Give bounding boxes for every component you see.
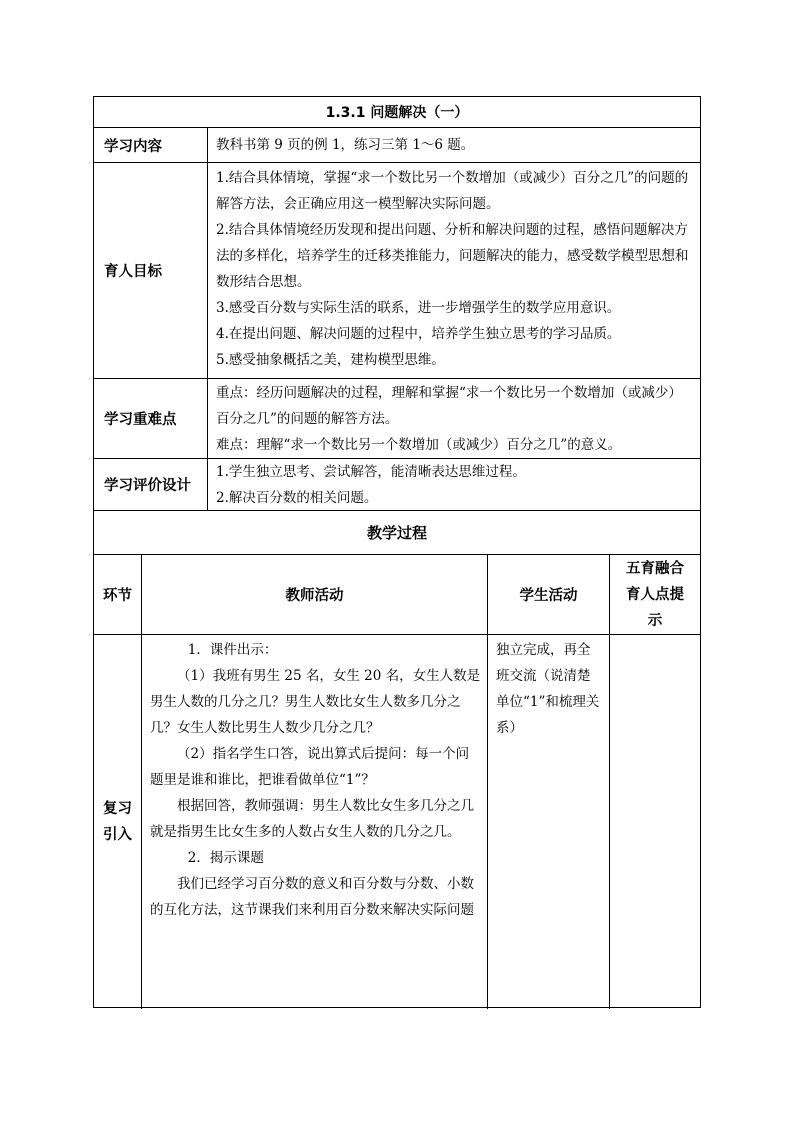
key-points-label: 学习重难点 <box>94 379 208 458</box>
lesson-plan-table <box>93 96 701 1008</box>
goal-item: 5.感受抽象概括之美，建构模型思维。 <box>216 352 445 368</box>
key-point-item: 重点：经历问题解决的过程，理解和掌握“求一个数比另一个数增加（或减少）百分之几”的问题的解答方法。 <box>216 385 682 427</box>
teacher-step: 我们已经学习百分数的意义和百分数与分数、小数的互化方法，这节课我们来利用百分数来解决实际问题 <box>150 876 474 918</box>
evaluation-text <box>208 459 700 510</box>
evaluation-row <box>94 459 700 511</box>
header-student: 学生活动 <box>488 555 610 634</box>
header-stage: 环节 <box>94 555 142 634</box>
goal-item: 4.在提出问题、解决问题的过程中，培养学生独立思考的学习品质。 <box>216 326 621 342</box>
teacher-activity <box>142 635 488 1009</box>
content-row <box>94 128 700 163</box>
process-title: 教学过程 <box>366 524 427 542</box>
five-edu-note <box>610 635 700 1009</box>
header-teacher: 教师活动 <box>142 555 488 634</box>
lesson-title: 1.3.1 问题解决（一） <box>325 105 469 121</box>
title-row <box>94 97 700 128</box>
content-text: 教科书第 9 页的例 1，练习三第 1～6 题。 <box>216 137 475 153</box>
goal-item: 3.感受百分数与实际生活的联系，进一步增强学生的数学应用意识。 <box>216 300 621 316</box>
key-points-text <box>208 379 700 458</box>
stage-name: 复习引入 <box>94 635 142 1009</box>
key-points-row <box>94 379 700 459</box>
teacher-step: 根据回答，教师强调：男生人数比女生多几分之几就是指男生比女生多的人数占女生人数的几分之几。 <box>150 798 474 840</box>
header-five: 五育融合育人点提示 <box>626 560 684 629</box>
goals-text <box>208 163 700 378</box>
content-label: 学习内容 <box>94 128 208 162</box>
evaluation-item: 1.学生独立思考、尝试解答，能清晰表达思维过程。 <box>216 464 526 480</box>
teacher-step: （2）指名学生口答，说出算式后提问：每一个问题里是谁和谁比，把谁看做单位“1”？ <box>150 746 470 788</box>
process-title-row <box>94 511 700 555</box>
student-activity: 独立完成，再全班交流（说清楚单位“1”和梳理关系） <box>488 635 610 1009</box>
goals-row <box>94 163 700 379</box>
difficulty-item: 难点：理解“求一个数比另一个数增加（或减少）百分之几”的意义。 <box>216 437 622 453</box>
evaluation-item: 2.解决百分数的相关问题。 <box>216 490 378 506</box>
evaluation-label: 学习评价设计 <box>94 459 208 510</box>
goals-label: 育人目标 <box>94 163 208 378</box>
teacher-step: 2．揭示课题 <box>187 850 264 866</box>
process-header-row <box>94 555 700 635</box>
goal-item: 2.结合具体情境经历发现和提出问题、分析和解决问题的过程，感悟问题解决方法的多样化，培养学生的迁移类推能力，问题解决的能力，感受数学模型思想和数形结合思想。 <box>216 222 689 290</box>
goal-item: 1.结合具体情境，掌握“求一个数比另一个数增加（或减少）百分之几”的问题的解答方法，会正确应用这一模型解决实际问题。 <box>216 170 689 212</box>
stage-row <box>94 635 700 1009</box>
teacher-step: 1．课件出示： <box>187 642 278 658</box>
teacher-step: （1）我班有男生 25 名，女生 20 名，女生人数是男生人数的几分之几？男生人数比女生人数多几分之几？女生人数比男生人数少几分之几？ <box>150 668 481 736</box>
